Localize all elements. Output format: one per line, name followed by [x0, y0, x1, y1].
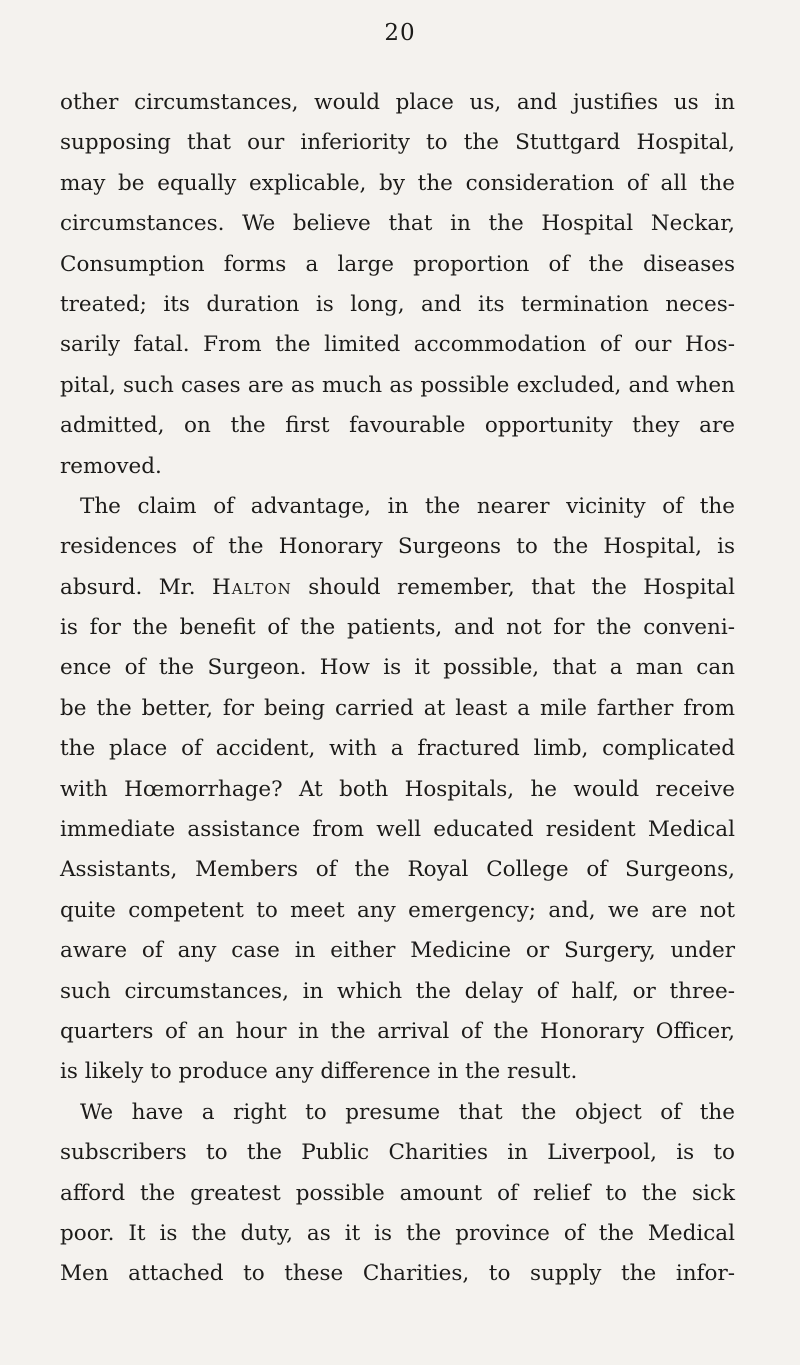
text-line: quite competent to meet any emergency; and, we are not [60, 897, 735, 923]
text-line: quarters of an hour in the arrival of the Honorary Officer, [60, 1018, 735, 1044]
page-number: 20 [384, 20, 416, 46]
text-line: Men attached to these Charities, to supply the infor- [60, 1261, 735, 1287]
text-line-with-name [60, 568, 735, 608]
text-line: poor. It is the duty, as it is the province of the Medical [60, 1220, 735, 1246]
text-fragment: should remember, that the Hospital [291, 574, 735, 600]
text-line: the place of accident, with a fractured limb, complicated [60, 736, 735, 762]
text-line: other circumstances, would place us, and justifies us in [60, 90, 735, 115]
text-line: with Hœmorrhage? At both Hospitals, he would receive [60, 776, 735, 802]
text-line: pital, such cases are as much as possible excluded, and when [60, 372, 735, 398]
paragraph-start-line: We have a right to presume that the object of the [80, 1099, 735, 1125]
text-line: sarily fatal. From the limited accommodation of our Hos- [60, 332, 735, 358]
text-line: Consumption forms a large proportion of the diseases [60, 251, 735, 277]
text-line: supposing that our inferiority to the Stuttgard Hospital, [60, 130, 735, 156]
text-line: circumstances. We believe that in the Hospital Neckar, [60, 211, 735, 237]
paragraph-end-line: removed. [60, 453, 162, 479]
paragraph-end-line: is likely to produce any difference in the result. [60, 1059, 578, 1085]
text-line: be the better, for being carried at least a mile farther from [60, 695, 735, 721]
text-line: Assistants, Members of the Royal College of Surgeons, [60, 857, 735, 883]
text-fragment: absurd. Mr. [60, 574, 213, 600]
text-line: afford the greatest possible amount of relief to the sick [60, 1180, 735, 1206]
text-line: treated; its duration is long, and its termination neces- [60, 291, 735, 317]
text-line: residences of the Honorary Surgeons to the Hospital, is [60, 534, 735, 560]
text-line: immediate assistance from well educated resident Medical [60, 817, 735, 843]
text-line: ence of the Surgeon. How is it possible, that a man can [60, 655, 735, 681]
body-text [60, 83, 735, 1295]
text-line: is for the benefit of the patients, and not for the conveni- [60, 615, 735, 641]
text-line: may be equally explicable, by the consideration of all the [60, 170, 735, 196]
paragraph-start-line: The claim of advantage, in the nearer vicinity of the [80, 493, 735, 519]
person-name: Halton [212, 574, 292, 600]
text-line: aware of any case in either Medicine or Surgery, under [60, 938, 735, 964]
text-line: admitted, on the first favourable opportunity they are [60, 413, 735, 439]
text-line: such circumstances, in which the delay of half, or three- [60, 978, 735, 1004]
text-line: subscribers to the Public Charities in Liverpool, is to [60, 1140, 735, 1166]
